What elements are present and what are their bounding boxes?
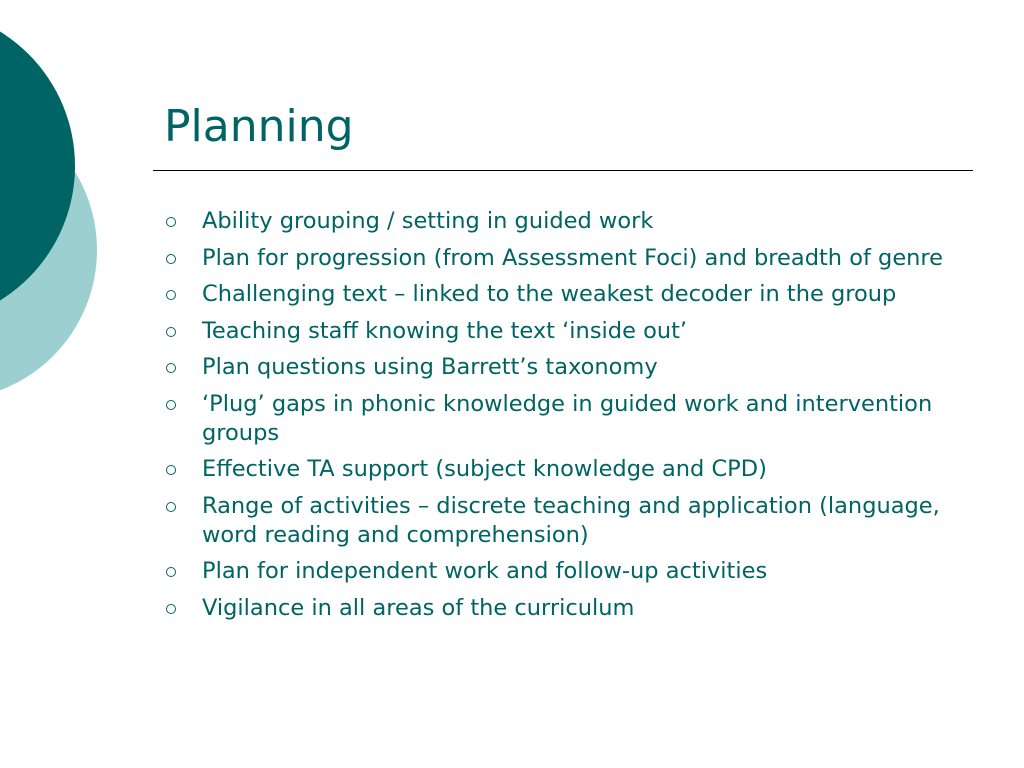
hollow-circle-bullet-icon (166, 400, 176, 410)
slide-title: Planning (164, 101, 354, 152)
bullet-text: Effective TA support (subject knowledge and CPD) (202, 456, 767, 482)
hollow-circle-bullet-icon (166, 502, 176, 512)
bullet-item-phonic-gaps (166, 390, 966, 448)
bullet-item-range-of-activities (166, 492, 966, 550)
bullet-list (166, 207, 966, 630)
bullet-text: ‘Plug’ gaps in phonic knowledge in guided work and intervention groups (202, 390, 933, 446)
bullet-text: Teaching staff knowing the text ‘inside out’ (202, 317, 688, 344)
bullet-item-independent-work (166, 557, 966, 586)
hollow-circle-bullet-icon (166, 465, 176, 475)
hollow-circle-bullet-icon (166, 254, 176, 264)
bullet-text: Plan questions using Barrett’s taxonomy (202, 354, 658, 380)
hollow-circle-bullet-icon (166, 217, 176, 227)
hollow-circle-bullet-icon (166, 567, 176, 577)
bullet-text: Ability grouping / setting in guided work (202, 208, 654, 234)
bullet-text: Plan for independent work and follow-up activities (202, 558, 768, 584)
bullet-item-ta-support (166, 455, 966, 484)
bullet-text: Challenging text – linked to the weakest decoder in the group (202, 281, 897, 307)
bullet-item-barretts-taxonomy (166, 353, 966, 382)
bullet-item-grouping (166, 207, 966, 236)
bullet-text: Vigilance in all areas of the curriculum (202, 594, 635, 621)
title-divider (153, 170, 973, 171)
bullet-item-challenging-text (166, 280, 966, 309)
bullet-text: Plan for progression (from Assessment Foci) and breadth of genre (202, 244, 944, 271)
bullet-item-progression (166, 244, 966, 273)
hollow-circle-bullet-icon (166, 290, 176, 300)
hollow-circle-bullet-icon (166, 363, 176, 373)
bullet-item-vigilance (166, 594, 966, 623)
hollow-circle-bullet-icon (166, 327, 176, 337)
hollow-circle-bullet-icon (166, 604, 176, 614)
bullet-item-staff-knowledge (166, 317, 966, 346)
bullet-text: Range of activities – discrete teaching and application (language, word reading and comprehension) (202, 492, 940, 548)
